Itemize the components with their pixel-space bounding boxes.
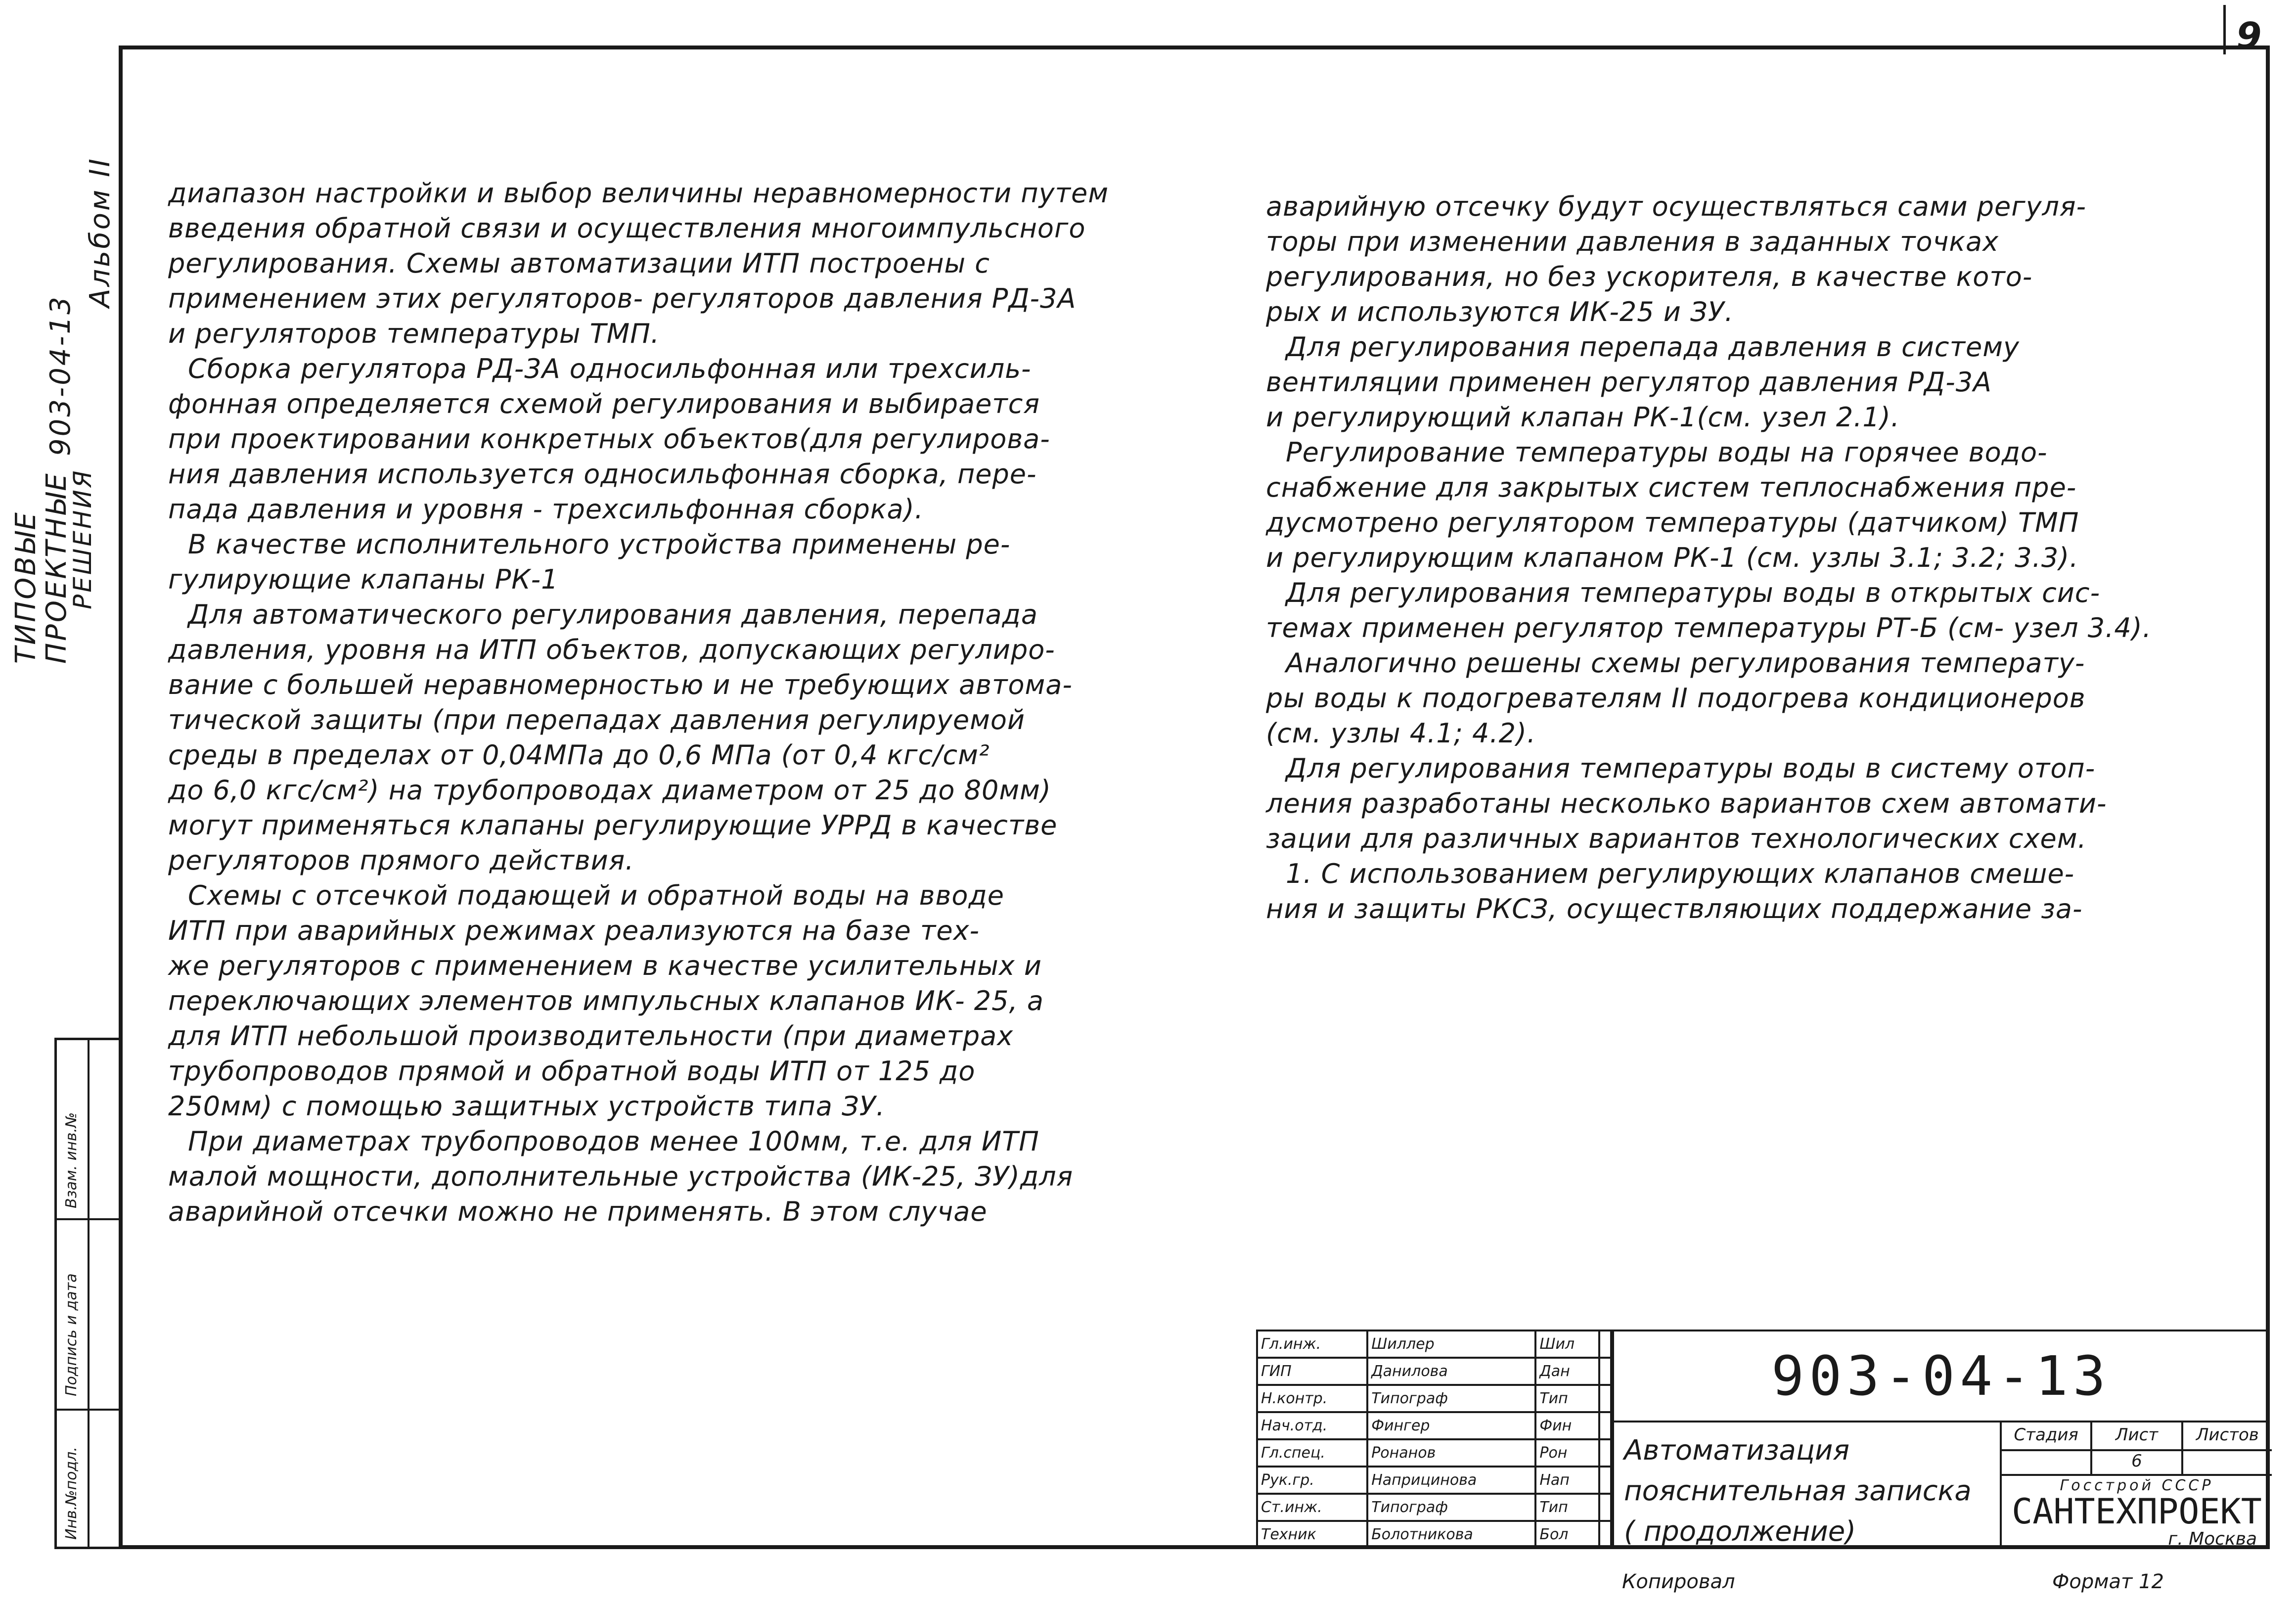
text-line: вание с большей неравномерностью и не требующих автома- — [168, 669, 1073, 700]
text-line: регулирования, но без ускорителя, в качестве кото- — [1266, 261, 2033, 292]
text-line: дусмотрено регулятором температуры (датчиком) ТМП — [1266, 507, 2079, 538]
signature-row — [1257, 1385, 1611, 1412]
signature-row — [1257, 1494, 1611, 1521]
text-line: фонная определяется схемой регулирования и выбирается — [168, 388, 1040, 419]
signature-mark: Фин — [1535, 1412, 1599, 1439]
signature-role: Ст.инж. — [1257, 1494, 1367, 1521]
signature-role: Н.контр. — [1257, 1385, 1367, 1412]
text-line: пада давления и уровня - трехсильфонная сборка). — [168, 494, 924, 525]
series-code: 903-04-13 — [45, 295, 77, 456]
signature-table — [1256, 1330, 1612, 1549]
signature-role: ГИП — [1257, 1358, 1367, 1385]
signature-mark: Рон — [1535, 1439, 1599, 1467]
signature-mark: Бол — [1535, 1521, 1599, 1548]
text-line: аварийной отсечки можно не применять. В этом случае — [168, 1196, 988, 1227]
text-line: диапазон настройки и выбор величины неравномерности путем — [168, 178, 1109, 209]
text-line: снабжение для закрытых систем теплоснабжения пре- — [1266, 472, 2077, 503]
album-label: Альбом II — [84, 157, 116, 308]
text-line: вентиляции применен регулятор давления РД-3А — [1266, 367, 1992, 398]
signature-date — [1599, 1439, 1611, 1467]
text-line: могут применяться клапаны регулирующие УРРД в качестве — [168, 810, 1058, 841]
signature-date — [1599, 1412, 1611, 1439]
body-left-column — [168, 176, 1167, 1229]
inventory-stamp-strip — [54, 1038, 119, 1549]
body-right-column — [1266, 189, 2255, 926]
signature-row — [1257, 1467, 1611, 1494]
signature-name: Данилова — [1367, 1358, 1535, 1385]
signature-date — [1599, 1494, 1611, 1521]
text-line: рых и используются ИК-25 и ЗУ. — [1266, 296, 1734, 327]
text-line: В качестве исполнительного устройства применены ре- — [188, 529, 1011, 560]
text-line: Схемы с отсечкой подающей и обратной воды на вводе — [188, 880, 1004, 911]
text-line: Для регулирования перепада давления в систему — [1286, 331, 2020, 363]
text-line: Для автоматического регулирования давления, перепада — [188, 599, 1038, 630]
signature-mark: Нап — [1535, 1467, 1599, 1494]
description-line: ( продолжение) — [1624, 1515, 1856, 1548]
signature-date — [1599, 1467, 1611, 1494]
text-line: регулирования. Схемы автоматизации ИТП построены с — [168, 248, 990, 279]
text-line: для ИТП небольшой производительности (при диаметрах — [168, 1020, 1014, 1052]
series-line-1: ТИПОВЫЕ — [10, 510, 42, 664]
description-line: пояснительная записка — [1624, 1475, 1972, 1507]
sheet-number: 9 — [2236, 15, 2262, 57]
signature-name: Болотникова — [1367, 1521, 1535, 1548]
signature-row — [1257, 1358, 1611, 1385]
sheet-value: 6 — [2092, 1451, 2183, 1474]
signature-name: Фингер — [1367, 1412, 1535, 1439]
org-name: САНТЕХПРОЕКТ — [2012, 1491, 2262, 1532]
text-line: и регуляторов температуры ТМП. — [168, 318, 660, 349]
text-line: гулирующие клапаны РК-1 — [168, 564, 559, 595]
org-city: г. Москва — [2168, 1529, 2257, 1549]
text-line: и регулирующий клапан РК-1(см. узел 2.1). — [1266, 402, 1900, 433]
stage-label: Стадия — [2002, 1421, 2092, 1449]
text-line: Аналогично решены схемы регулирования температу- — [1286, 647, 2085, 679]
signature-mark: Шил — [1535, 1331, 1599, 1358]
text-line: же регуляторов с применением в качестве усилительных и — [168, 950, 1042, 981]
text-line: давления, уровня на ИТП объектов, допускающих регулиро- — [168, 634, 1055, 665]
stamp-label-signature: Подпись и дата — [63, 1273, 80, 1396]
signature-date — [1599, 1331, 1611, 1358]
signature-mark: Тип — [1535, 1385, 1599, 1412]
text-line: малой мощности, дополнительные устройства (ИК-25, ЗУ)для — [168, 1161, 1074, 1192]
format-label: Формат 12 — [2052, 1570, 2164, 1593]
stage-value — [2002, 1451, 2092, 1474]
title-block-main — [1612, 1330, 2270, 1549]
org-parent: Госстрой СССР — [2060, 1477, 2214, 1494]
text-line: Регулирование температуры воды на горячее водо- — [1286, 437, 2048, 468]
title-block — [1256, 1330, 2270, 1549]
text-line: трубопроводов прямой и обратной воды ИТП от 125 до — [168, 1055, 976, 1087]
text-line: При диаметрах трубопроводов менее 100мм, т.е. для ИТП — [188, 1126, 1039, 1157]
sheets-value — [2183, 1451, 2272, 1474]
text-line: торы при изменении давления в заданных точках — [1266, 226, 1999, 257]
text-line: Для регулирования температуры воды в открытых сис- — [1286, 577, 2101, 608]
text-line: при проектировании конкретных объектов(для регулирова- — [168, 423, 1050, 455]
text-line: (см. узлы 4.1; 4.2). — [1266, 718, 1536, 749]
text-line: аварийную отсечку будут осуществляться сами регуля- — [1266, 191, 2087, 222]
description-line: Автоматизация — [1624, 1434, 1850, 1467]
text-line: зации для различных вариантов технологических схем. — [1266, 823, 2087, 854]
signature-name: Наприцинова — [1367, 1467, 1535, 1494]
text-line: переключающих элементов импульсных клапанов ИК- 25, а — [168, 985, 1044, 1016]
text-line: темах применен регулятор температуры РТ-Б (см- узел 3.4). — [1266, 612, 2152, 643]
document-description — [1624, 1430, 2000, 1552]
sheet-label: Лист — [2092, 1421, 2183, 1449]
signature-date — [1599, 1385, 1611, 1412]
text-line: до 6,0 кгс/см²) на трубопроводах диаметром от 25 до 80мм) — [168, 775, 1051, 806]
text-line: 250мм) с помощью защитных устройств типа ЗУ. — [168, 1091, 885, 1122]
stamp-col-values — [88, 1040, 119, 1547]
signature-date — [1599, 1521, 1611, 1548]
signature-role: Гл.инж. — [1257, 1331, 1367, 1358]
signature-row — [1257, 1412, 1611, 1439]
signature-name: Типограф — [1367, 1494, 1535, 1521]
text-line: Сборка регулятора РД-3А односильфонная или трехсиль- — [188, 353, 1032, 384]
document-code: 903-04-13 — [1614, 1331, 2268, 1422]
signature-mark: Тип — [1535, 1494, 1599, 1521]
text-line: применением этих регуляторов- регуляторов давления РД-3А — [168, 283, 1077, 314]
signature-role: Нач.отд. — [1257, 1412, 1367, 1439]
text-line: ния давления используется односильфонная сборка, пере- — [168, 459, 1037, 490]
series-line-3: РЕШЕНИЯ — [68, 468, 97, 609]
series-line-2: ПРОЕКТНЫЕ — [41, 471, 73, 664]
signature-name: Типограф — [1367, 1385, 1535, 1412]
copied-by-label: Копировал — [1622, 1570, 1735, 1593]
stamp-label-inventory: Инв.№подл. — [63, 1447, 80, 1540]
text-line: регуляторов прямого действия. — [168, 845, 634, 876]
text-line: среды в пределах от 0,04МПа до 0,6 МПа (от 0,4 кгс/см² — [168, 739, 990, 771]
text-line: и регулирующим клапаном РК-1 (см. узлы 3.1; 3.2; 3.3). — [1266, 542, 2079, 573]
text-line: введения обратной связи и осуществления многоимпульсного — [168, 213, 1086, 244]
signature-row — [1257, 1331, 1611, 1358]
text-line: тической защиты (при перепадах давления регулируемой — [168, 704, 1025, 735]
signature-role: Техник — [1257, 1521, 1367, 1548]
stamp-divider — [57, 1218, 119, 1220]
signature-date — [1599, 1358, 1611, 1385]
stage-sheet-box — [2000, 1421, 2272, 1549]
signature-role: Рук.гр. — [1257, 1467, 1367, 1494]
signature-mark: Дан — [1535, 1358, 1599, 1385]
signature-row — [1257, 1521, 1611, 1548]
text-line: ры воды к подогревателям II подогрева кондиционеров — [1266, 683, 2086, 714]
text-line: ИТП при аварийных режимах реализуются на базе тех- — [168, 915, 980, 946]
sheets-label: Листов — [2196, 1425, 2259, 1445]
text-line: ления разработаны несколько вариантов схем автомати- — [1266, 788, 2107, 819]
signature-name: Шиллер — [1367, 1331, 1535, 1358]
stamp-label-replacement: Взам. инв.№ — [63, 1112, 80, 1208]
text-line: 1. С использованием регулирующих клапанов смеше- — [1286, 858, 2075, 889]
signature-name: Ронанов — [1367, 1439, 1535, 1467]
text-line: Для регулирования температуры воды в систему отоп- — [1286, 753, 2096, 784]
stamp-divider — [57, 1409, 119, 1411]
series-stamp — [10, 157, 119, 688]
signature-role: Гл.спец. — [1257, 1439, 1367, 1467]
text-line: ния и защиты РКСЗ, осуществляющих поддержание за- — [1266, 893, 2083, 924]
signature-row — [1257, 1439, 1611, 1467]
